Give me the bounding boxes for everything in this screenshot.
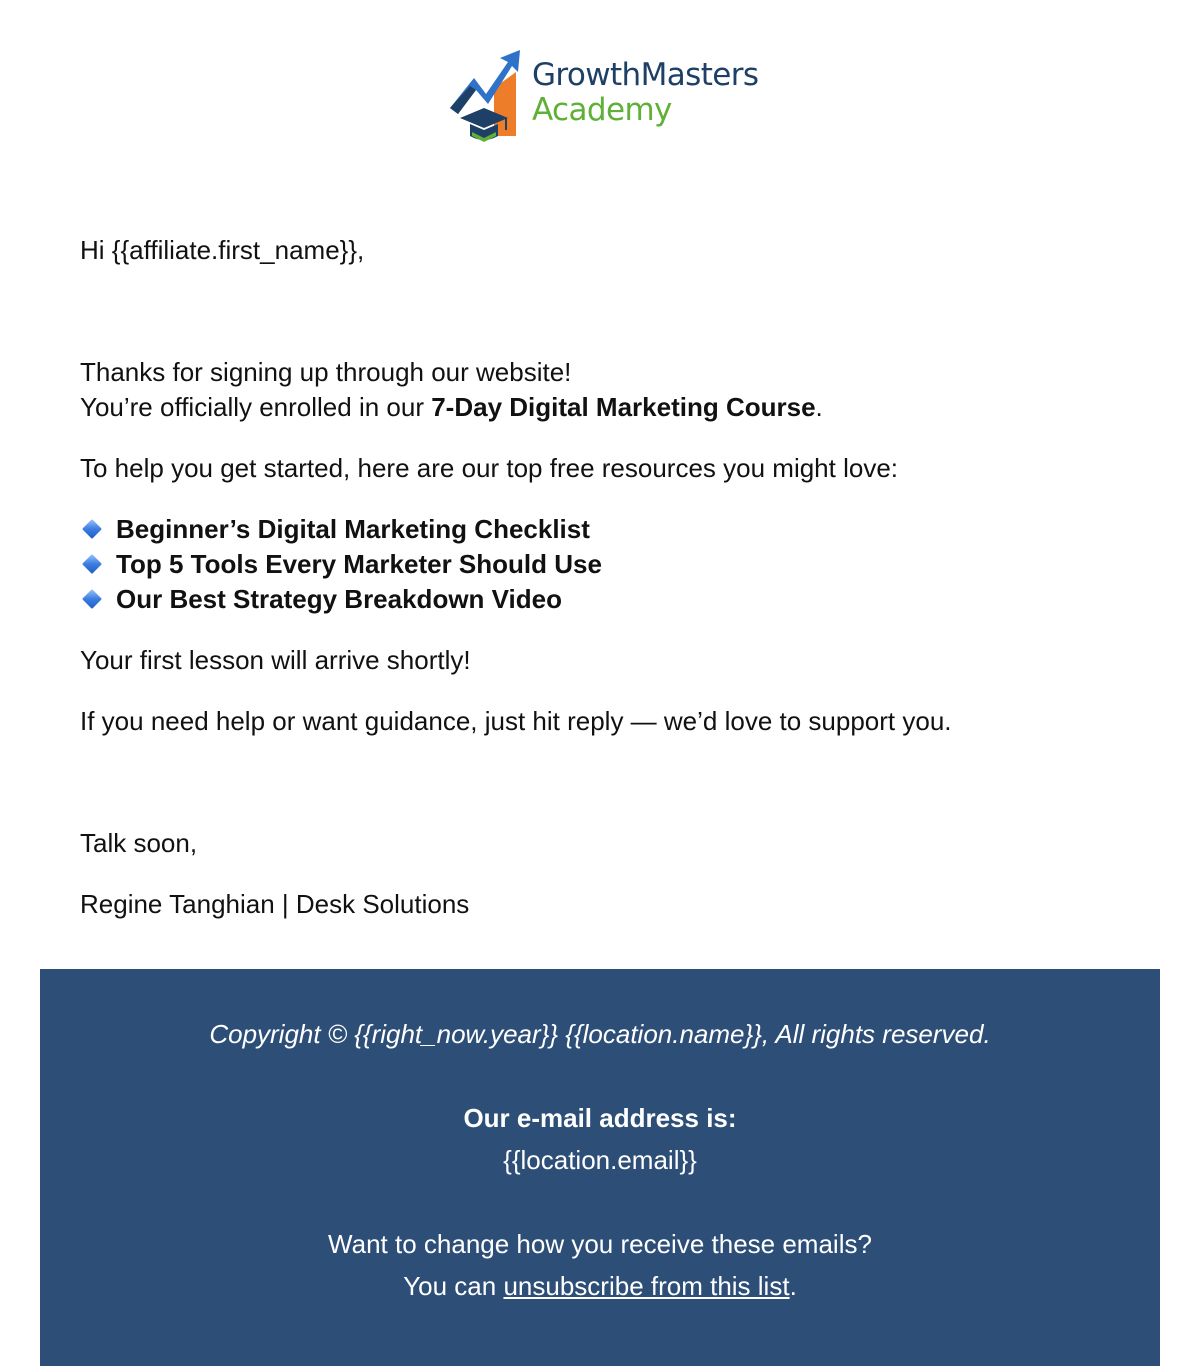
brand-name-line1: GrowthMasters — [532, 57, 759, 93]
signoff: Talk soon, — [80, 828, 198, 858]
resources-intro: To help you get started, here are our top free resources you might love: — [80, 453, 899, 483]
enrolled-line — [80, 390, 823, 425]
unsubscribe-link[interactable]: unsubscribe from this list — [503, 1271, 790, 1301]
enrolled-suffix: . — [815, 392, 823, 422]
enrolled-prefix: You’re officially enrolled in our — [80, 392, 432, 422]
email-address-label: Our e-mail address is: — [463, 1103, 737, 1133]
resource-label: Top 5 Tools Every Marketer Should Use — [116, 549, 602, 579]
resource-label: Our Best Strategy Breakdown Video — [116, 584, 562, 614]
brand-name — [532, 58, 758, 127]
growth-graduation-cap-icon — [448, 48, 524, 144]
email-address-value: {{location.email}} — [503, 1145, 697, 1175]
first-lesson-line: Your first lesson will arrive shortly! — [80, 645, 471, 675]
course-name: 7-Day Digital Marketing Course — [431, 392, 816, 422]
signature: Regine Tanghian | Desk Solutions — [80, 889, 470, 919]
copyright-text: Copyright © {{right_now.year}} {{location.name}}, All rights reserved. — [209, 1019, 991, 1049]
blue-diamond-icon — [82, 554, 102, 574]
blue-diamond-icon — [82, 589, 102, 609]
resource-list — [80, 512, 602, 617]
brand-logo — [448, 48, 768, 148]
unsubscribe-line — [40, 1271, 1160, 1302]
unsubscribe-suffix: . — [789, 1271, 797, 1301]
unsubscribe-prefix: You can — [403, 1271, 504, 1301]
email-footer — [40, 969, 1160, 1366]
resource-item-checklist — [80, 512, 602, 547]
greeting: Hi {{affiliate.first_name}}, — [80, 235, 365, 265]
thanks-line: Thanks for signing up through our website! — [80, 357, 572, 387]
brand-name-line2: Academy — [532, 91, 672, 128]
blue-diamond-icon — [82, 519, 102, 539]
resource-label: Beginner’s Digital Marketing Checklist — [116, 514, 590, 544]
help-line: If you need help or want guidance, just hit reply — we’d love to support you. — [80, 706, 952, 736]
resource-item-tools — [80, 547, 602, 582]
preferences-text: Want to change how you receive these emails? — [328, 1229, 872, 1259]
resource-item-video — [80, 582, 602, 617]
